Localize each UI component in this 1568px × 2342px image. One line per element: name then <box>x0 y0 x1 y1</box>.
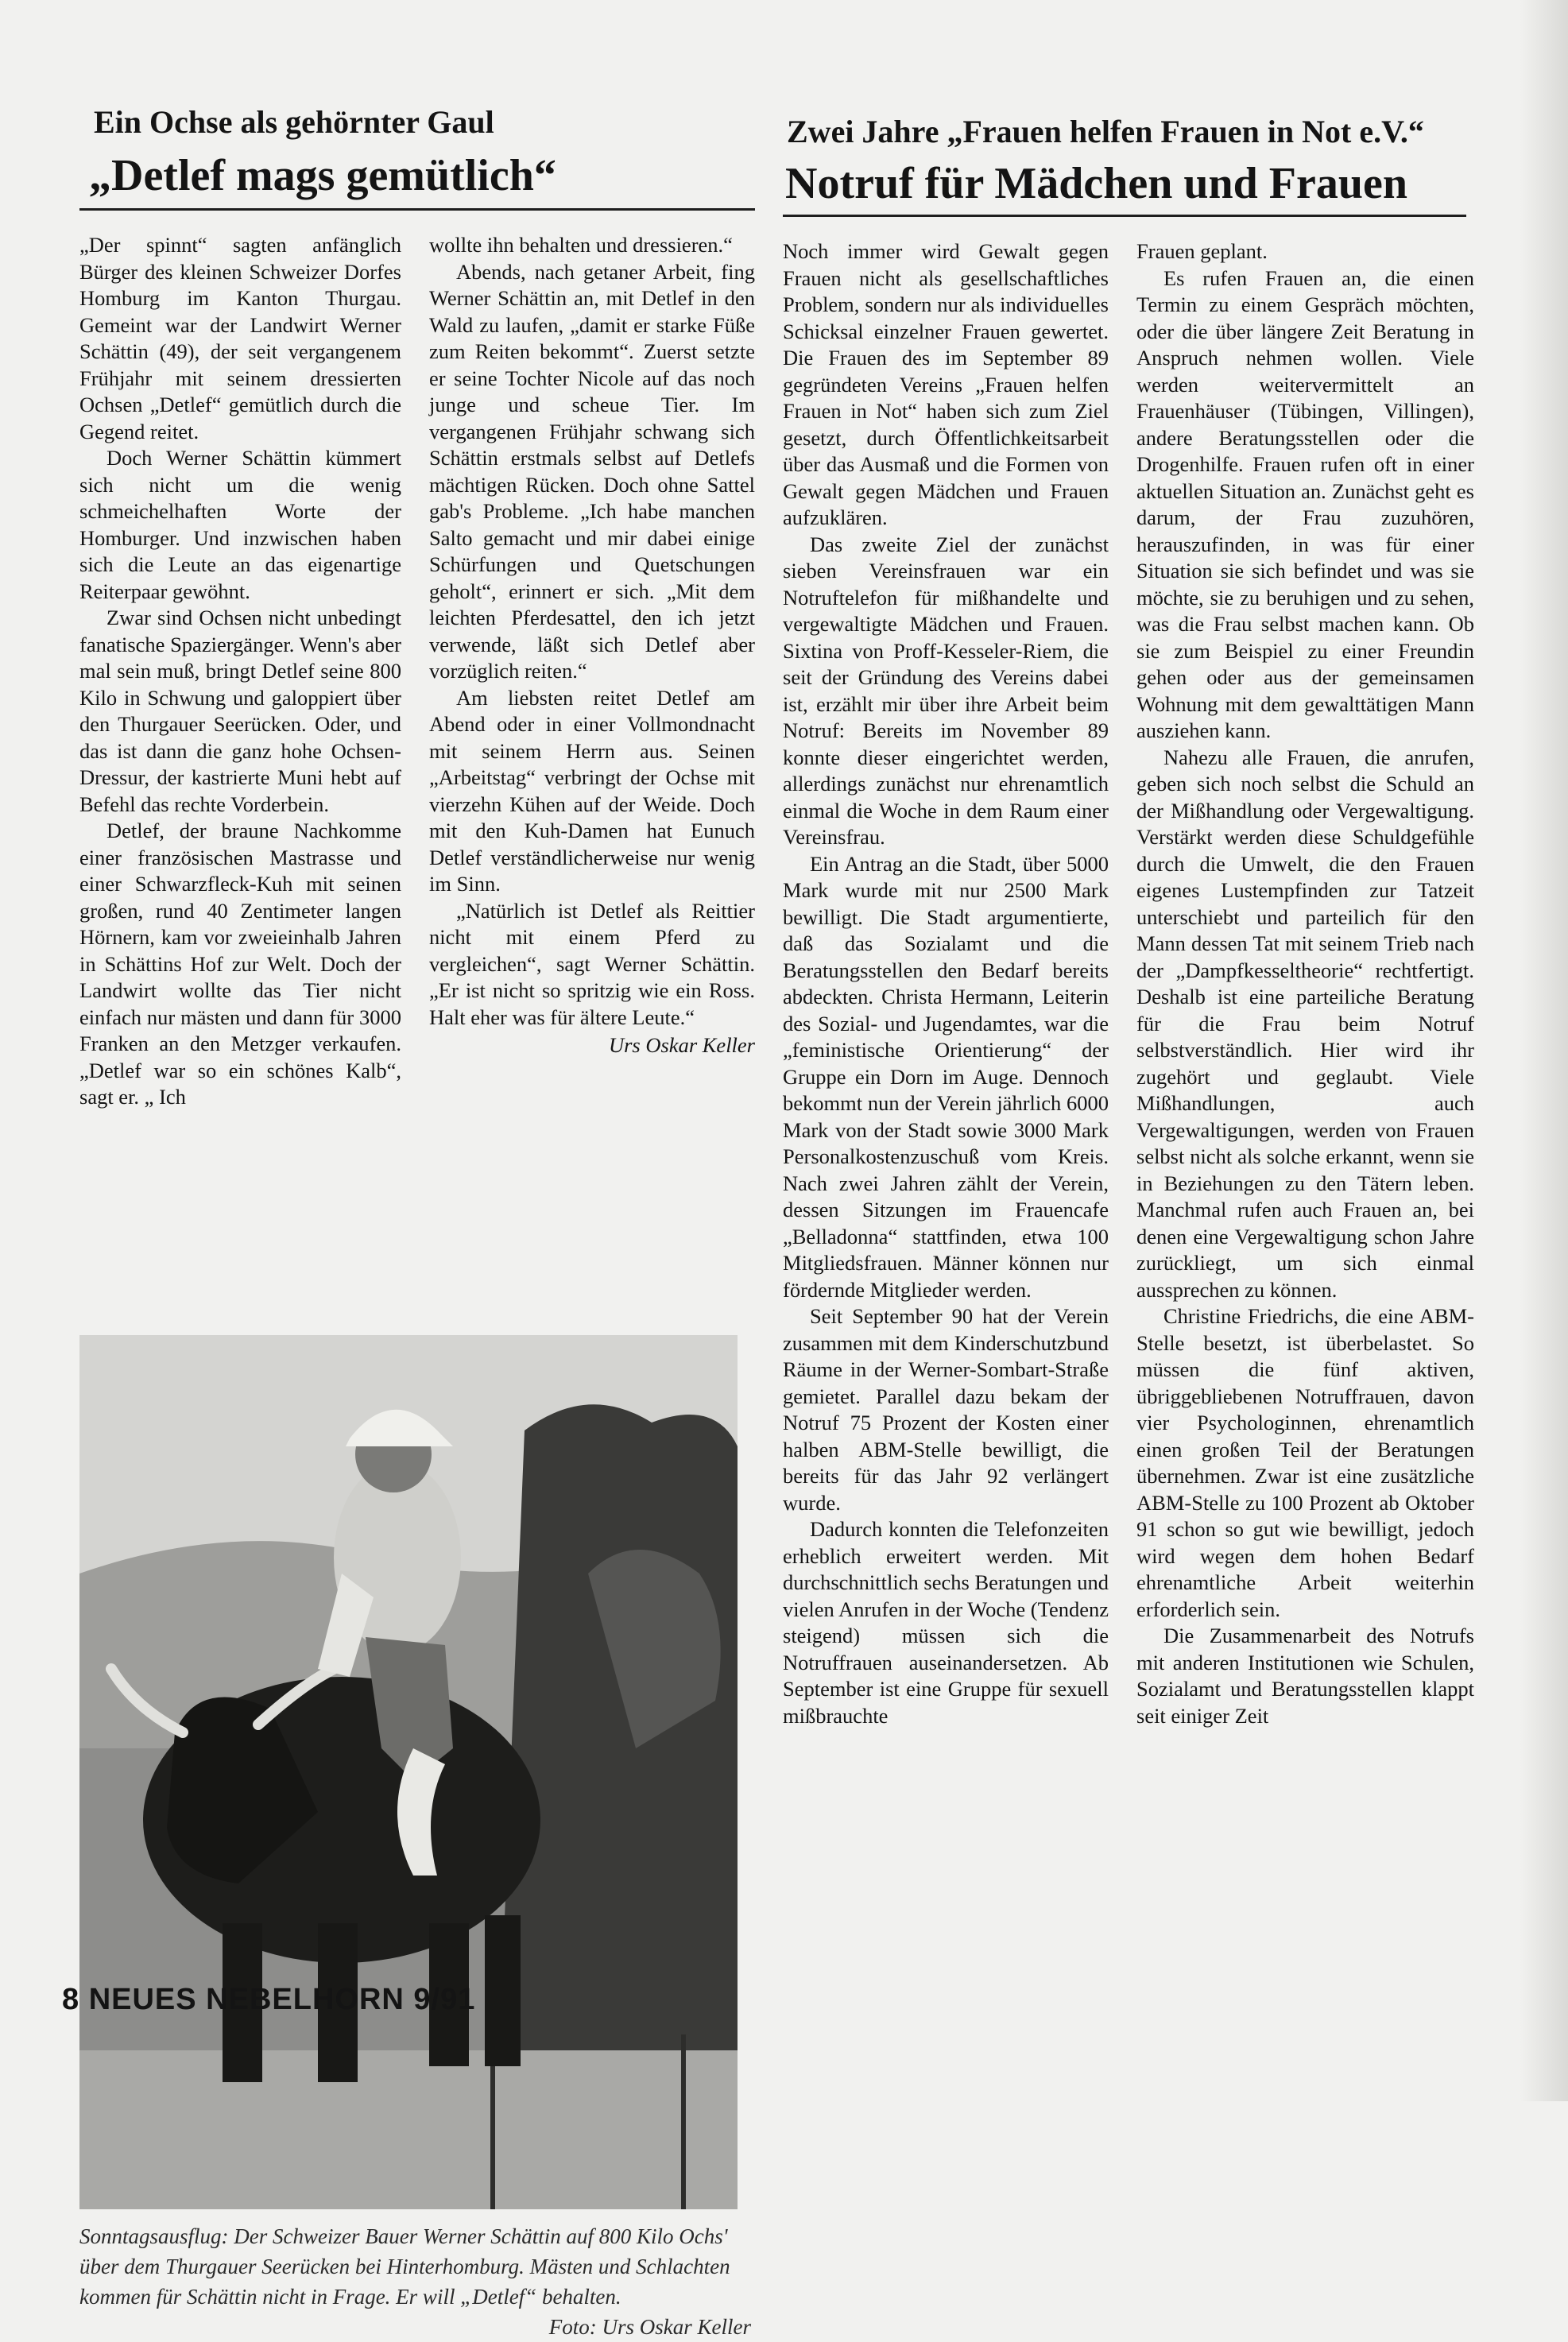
paragraph: Nahezu alle Frauen, die anrufen, geben sich noch selbst die Schuld an der Mißhandlung oder Vergewaltigung. Verstärkt werden diese Schuldgefühle durch die Umwelt, die den Frauen eigenes Lustempfinden zur Tatzeit unterschiebt und parteilich für den Mann dessen Tat mit seinem Trieb nach der „Dampfkesseltheorie“ rechtfertigt. Deshalb ist eine parteiliche Beratung für die Frau beim Notruf selbstverständlich. Hier wird ihr zugehört und geglaubt. Viele Mißhandlungen, auch Vergewaltigungen, werden von Frauen selbst nicht als solche erkannt, wenn sie in Beziehungen zu den Tätern leben. Manchmal rufen auch Frauen an, bei denen eine Vergewaltigung schon Jahre zurückliegt, um sich einmal aussprechen zu können. <box>1136 745 1474 1302</box>
left-column-2 <box>429 232 755 1059</box>
right-headline-rule <box>783 215 1466 217</box>
paragraph: „Natürlich ist Detlef als Reittier nicht mit einem Pferd zu vergleichen“, sagt Werner Schättin. „Er ist nicht so spritzig wie ein Ross. Halt eher was für ältere Leute.“ <box>429 898 755 1029</box>
left-headline-rule <box>79 208 755 211</box>
paragraph: Zwar sind Ochsen nicht unbedingt fanatische Spaziergänger. Wenn's aber mal sein muß, bringt Detlef seine 800 Kilo in Schwung und galoppiert über den Thurgauer Seerücken. Oder, und das ist dann die ganz hohe Ochsen-Dressur, der kastrierte Muni hebt auf Befehl das rechte Vorderbein. <box>79 606 401 816</box>
left-headline: „Detlef mags gemütlich“ <box>89 151 556 200</box>
photo-illustration <box>79 1335 738 2209</box>
paragraph: Detlef, der braune Nachkomme einer französischen Mastrasse und einer Schwarzfleck-Kuh mit seinen großen, rund 40 Zentimeter langen Hörnern, kam vor zweieinhalb Jahren in Schättins Hof zur Welt. Doch der Landwirt wollte das Tier nicht einfach nur mästen und dann für 3000 Franken an den Metzger verkaufen. „Detlef war so ein schönes Kalb“, sagt er. „ Ich <box>79 819 401 1109</box>
right-kicker: Zwei Jahre „Frauen helfen Frauen in Not e.V.“ <box>787 114 1424 149</box>
page-edge-shadow <box>1520 0 1568 2101</box>
paragraph: Seit September 90 hat der Verein zusammen mit dem Kinderschutzbund Räume in der Werner-Sombart-Straße gemietet. Parallel dazu bekam der Notruf 75 Prozent der Kosten einer halben ABM-Stelle bewilligt, die bereits für das Jahr 92 verlängert wurde. <box>783 1304 1109 1515</box>
photo-caption-block <box>79 2221 751 2342</box>
paragraph: Am liebsten reitet Detlef am Abend oder in einer Vollmondnacht mit seinem Herrn aus. Seinen „Arbeitstag“ verbringt der Ochse mit vierzehn Kühen auf der Weide. Doch mit den Kuh-Damen hat Eunuch Detlef verständlicherweise nur wenig im Sinn. <box>429 685 755 896</box>
left-column-1 <box>79 232 401 1111</box>
paragraph: Das zweite Ziel der zunächst sieben Vereinsfrauen war ein Notruftelefon für mißhandelte und vergewaltigte Mädchen und Frauen. Sixtina von Proff-Kesseler-Riem, die seit der Gründung des Vereins dabei ist, erzählt mir über ihre Arbeit beim Notruf: Bereits im November 89 konnte dieser eingerichtet werden, allerdings zunächst nur ehrenamtlich einmal die Woche in dem Raum einer Vereinsfrau. <box>783 532 1109 849</box>
photo-caption: Sonntagsausflug: Der Schweizer Bauer Werner Schättin auf 800 Kilo Ochs' über dem Thurgauer Seerücken bei Hinterhomburg. Mästen und Schlachten kommen für Schättin nicht in Frage. Er will „Detlef“ behalten. <box>79 2224 730 2309</box>
paragraph: Noch immer wird Gewalt gegen Frauen nicht als gesellschaftliches Problem, sondern nur als individuelles Schicksal einzelner Frauen gewertet. Die Frauen des im September 89 gegründeten Vereins „Frauen helfen Frauen in Not“ haben sich zum Ziel gesetzt, durch Öffentlichkeitsarbeit über das Ausmaß und die Formen von Gewalt gegen Mädchen und Frauen aufzuklären. <box>783 239 1109 529</box>
right-column-2 <box>1136 238 1474 1729</box>
paragraph: Frauen geplant. <box>1136 239 1268 263</box>
paragraph: Christine Friedrichs, die eine ABM-Stelle besetzt, ist überbelastet. So müssen die fünf aktiven, übriggebliebenen Notruffrauen, davon vier Psychologinnen, ehrenamtlich einen großen Teil der Beratungen übernehmen. Zwar ist eine zusätzliche ABM-Stelle zu 100 Prozent ab Oktober 91 schon so gut wie bewilligt, jedoch wird wegen dem hohen Bedarf ehrenamtliche Arbeit weiterhin erforderlich sein. <box>1136 1304 1474 1621</box>
right-headline: Notruf für Mädchen und Frauen <box>785 159 1408 208</box>
photo-farmer-riding-ox <box>79 1335 738 2209</box>
author-signature: Urs Oskar Keller <box>608 1033 755 1057</box>
photo-credit: Foto: Urs Oskar Keller <box>548 2315 751 2339</box>
page-footer: 8 NEUES NEBELHORN 9/91 <box>62 1983 476 2016</box>
paragraph: Es rufen Frauen an, die einen Termin zu einem Gespräch möchten, oder die über längere Zeit Beratung in Anspruch nehmen wollen. Viele werden weitervermittelt an Frauenhäuser (Tübingen, Villingen), andere Beratungsstellen oder die Drogenhilfe. Frauen rufen oft in einer aktuellen Situation an. Zunächst geht es darum, der Frau zuzuhören, herauszufinden, in was für einer Situation sie sich befindet und was sie möchte, sie zu beruhigen und zu sehen, was die Frau selbst machen kann. Ob sie zum Beispiel zu einer Freundin gehen oder aus der gemeinsamen Wohnung mit dem gewalttätigen Mann ausziehen kann. <box>1136 265 1474 742</box>
paragraph: Dadurch konnten die Telefonzeiten erheblich erweitert werden. Mit durchschnittlich sechs Beratungen und vielen Anrufen in der Woche (Tendenz steigend) müssen sich die Notruffrauen auseinandersetzen. Ab September ist eine Gruppe für sexuell mißbrauchte <box>783 1517 1109 1728</box>
paragraph: wollte ihn behalten und dressieren.“ <box>429 233 733 257</box>
paragraph: Abends, nach getaner Arbeit, fing Werner Schättin an, mit Detlef in den Wald zu laufen, „damit er starke Füße zum Reiten bekommt“. Zuerst setzte er seine Tochter Nicole auf das noch junge und scheue Tier. Im vergangenen Frühjahr schwang sich Schättin erstmals selbst auf Detlefs mächtigen Rücken. Doch ohne Sattel gab's Probleme. „Ich habe manchen Salto gemacht und mir dabei einige Schürfungen und Quetschungen geholt“, erinnert er sich. „Mit dem leichten Pferdesattel, den ich jetzt verwende, läßt sich Detlef aber vorzüglich reiten.“ <box>429 259 755 683</box>
left-kicker: Ein Ochse als gehörnter Gaul <box>94 104 494 140</box>
paragraph: Die Zusammenarbeit des Notrufs mit anderen Institutionen wie Schulen, Sozialamt und Beratungsstellen klappt seit einiger Zeit <box>1136 1624 1474 1728</box>
paragraph: „Der spinnt“ sagten anfänglich Bürger des kleinen Schweizer Dorfes Homburg im Kanton Thurgau. Gemeint war der Landwirt Werner Schättin (49), der seit vergangenem Frühjahr mit seinem dressierten Ochsen „Detlef“ gemütlich durch die Gegend reitet. <box>79 233 401 443</box>
paragraph: Doch Werner Schättin kümmert sich nicht um die wenig schmeichelhaften Worte der Homburger. Und inzwischen haben sich die Leute an das eigenartige Reiterpaar gewöhnt. <box>79 446 401 603</box>
right-column-1 <box>783 238 1109 1729</box>
paragraph: Ein Antrag an die Stadt, über 5000 Mark wurde mit nur 2500 Mark bewilligt. Die Stadt argumentierte, daß das Sozialamt und die Beratungsstellen den Bedarf bereits abdeckten. Christa Hermann, Leiterin des Sozial- und Jugendamtes, war die „feministische Orientierung“ der Gruppe ein Dorn im Auge. Dennoch bekommt nun der Verein jährlich 6000 Mark von der Stadt sowie 3000 Mark Personalkostenzuschuß vom Kreis. Nach zwei Jahren zählt der Verein, dessen Sitzungen im Frauencafe „Belladonna“ stattfinden, etwa 100 Mitgliedsfrauen. Männer können nur fördernde Mitglieder werden. <box>783 851 1109 1302</box>
